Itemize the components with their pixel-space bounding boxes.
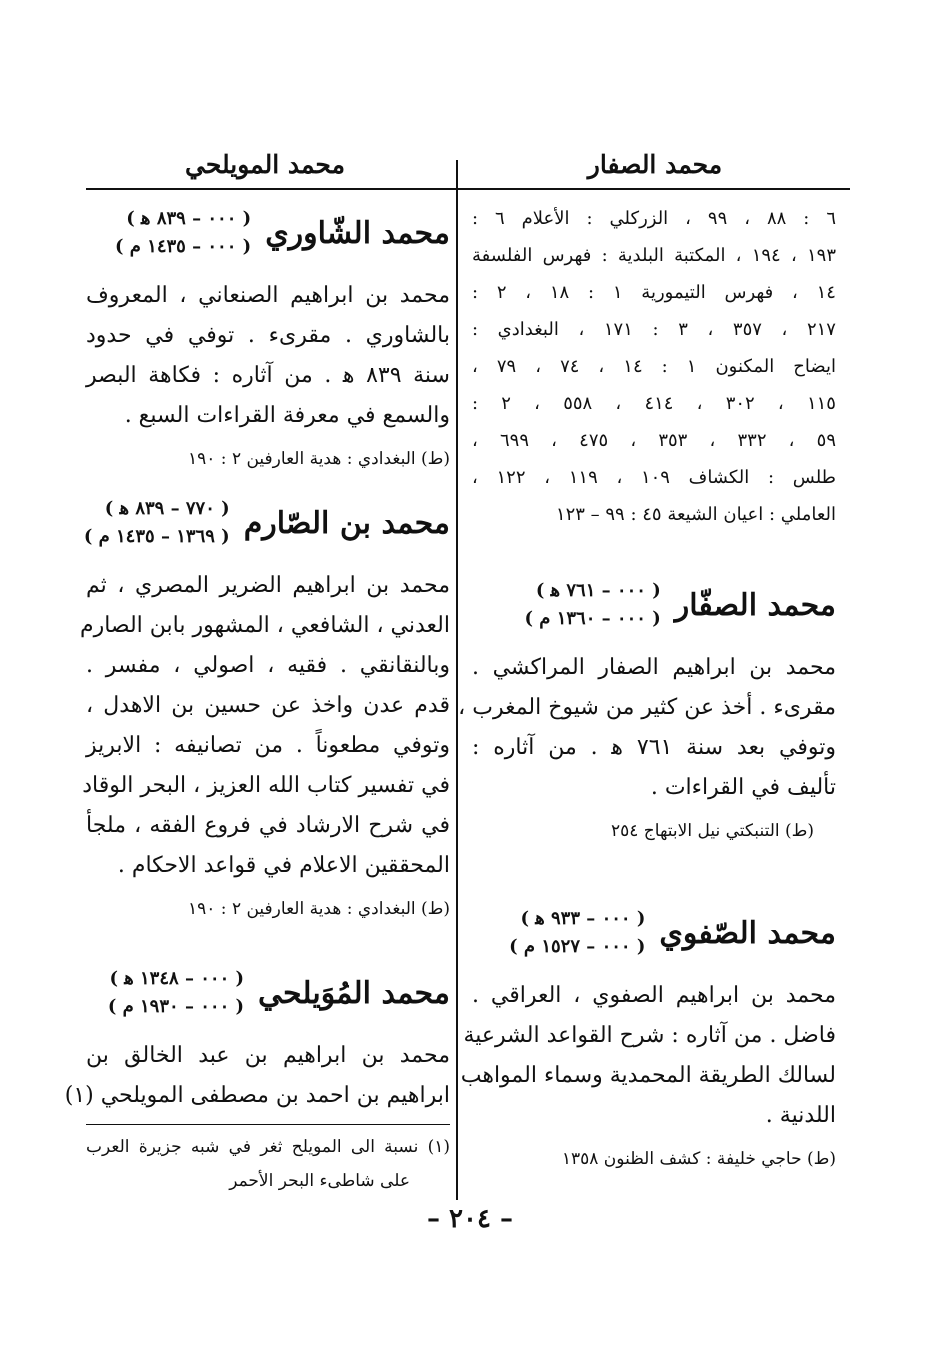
date-hijri: ( ٠٠٠ – ٩٣٣ ﻫ ) xyxy=(520,908,646,929)
entry-text-line: تأليف في القراءات . xyxy=(650,775,836,800)
column-divider xyxy=(456,160,458,1200)
entry-text-line: فاضل . من آثاره : شرح القواعد الشرعية xyxy=(463,1023,836,1048)
entry-name: محمد بن الصّارم xyxy=(243,505,450,541)
date-gregorian: ( ٠٠٠ – ١٤٣٥ م ) xyxy=(114,236,252,257)
citation-line: العاملي : اعيان الشيعة ٤٥ : ٩٩ – ١٢٣ xyxy=(555,504,836,525)
entry-saffar xyxy=(458,562,836,850)
date-hijri: ( ٠٠٠ – ٨٣٩ ﻫ ) xyxy=(126,208,252,229)
entry-text-line: في تفسير كتاب الله العزيز ، البحر الوقاد xyxy=(82,773,450,798)
date-gregorian: ( ٠٠٠ – ١٣٦٠ م ) xyxy=(524,608,661,629)
entry-heading xyxy=(86,190,450,276)
citation-line: ٥٩ ، ٣٣٢ ، ٣٥٣ ، ٤٧٥ ، ٦٩٩ ، xyxy=(472,430,837,451)
running-header-right: محمد الصفار xyxy=(587,150,723,179)
citation-line: ايضاح المكنون ١ : ١٤ ، ٧٤ ، ٧٩ ، xyxy=(472,356,836,377)
citation-line: ٦ : ٨٨ ، ٩٩ ، الزركلي : الأعلام ٦ : xyxy=(472,208,836,229)
entry-text-line: محمد بن ابراهيم بن عبد الخالق بن xyxy=(86,1043,450,1068)
running-header-left: محمد المويلحي xyxy=(185,150,345,179)
entry-dates xyxy=(84,495,230,551)
entry-ibn-al-sarim xyxy=(79,480,450,928)
entry-text-line: سنة ٨٣٩ ﻫ . من آثاره : فكاهة البصر xyxy=(86,363,450,388)
entry-text-line: محمد بن ابراهيم الصفوي ، العراقي . xyxy=(472,983,836,1008)
citation-line: ١١٥ ، ٣٠٢ ، ٤١٤ ، ٥٥٨ ، ٢ : xyxy=(472,393,836,414)
citation-line: ١٤ ، فهرس التيمورية ١ : ١٨ ، ٢ : xyxy=(472,282,836,303)
entry-text-line: اللدنية . xyxy=(765,1103,836,1128)
entry-text-line: وتوفي بعد سنة ٧٦١ ﻫ . من آثاره : xyxy=(472,735,836,760)
entry-heading xyxy=(86,950,450,1036)
entry-text-line: لسالك الطريقة المحمدية وسماء المواهب xyxy=(460,1063,836,1088)
entry-heading xyxy=(472,562,836,648)
entry-text-line: وتوفي مطعوناً . من تصانيفه : الابريز xyxy=(86,733,450,758)
entry-name: محمد الصفّار xyxy=(674,587,836,623)
entry-name: محمد الشّاوري xyxy=(265,215,450,251)
page-number: – ٢٠٤ – xyxy=(426,1204,514,1234)
date-hijri: ( ٠٠٠ – ٧٦١ ﻫ ) xyxy=(535,580,661,601)
entry-text-line: وبالنقانقي . فقيه ، اصولي ، مفسر . xyxy=(86,653,450,678)
entry-text-line: المحققين الاعلام في قواعد الاحكام . xyxy=(117,853,450,878)
entry-dates xyxy=(108,965,244,1021)
entry-dates xyxy=(509,905,645,961)
date-gregorian: ( ٠٠٠ – ١٩٣٠ م ) xyxy=(107,996,245,1017)
entry-text-line: محمد بن ابراهيم الضرير المصري ، ثم xyxy=(86,573,450,598)
entry-name: محمد المُوَيلحي xyxy=(258,975,450,1011)
footnote-line: (١) نسبة الى المويلح ثغر في شبه جزيرة العرب xyxy=(86,1137,450,1157)
entry-source: (ط) حاجي خليفة : كشف الظنون ١٣٥٨ xyxy=(561,1149,836,1169)
date-gregorian: ( ٠٠٠ – ١٥٢٧ م ) xyxy=(509,936,646,957)
footnote xyxy=(86,1130,450,1198)
entry-text-line: محمد بن ابراهيم الصنعاني ، المعروف xyxy=(86,283,450,308)
right-column xyxy=(472,200,836,533)
entry-dates xyxy=(525,577,661,633)
entry-text-line: ابراهيم بن احمد بن مصطفى المويلحي (١) xyxy=(64,1083,450,1108)
entry-muwailihi xyxy=(64,950,450,1116)
entry-source: (ط) البغدادي : هدية العارفين ٢ : ١٩٠ xyxy=(187,449,450,469)
entry-text-line: في شرح الارشاد في فروع الفقه ، ملجأ xyxy=(86,813,450,838)
footnote-rule xyxy=(86,1124,450,1125)
entry-source: (ط) التنبكتي نيل الابتهاج ٢٥٤ xyxy=(611,821,814,841)
entry-heading xyxy=(472,890,836,976)
entry-text-line: مقرىء . أخذ عن كثير من شيوخ المغرب ، xyxy=(458,695,836,720)
citation-line: ١٩٣ ، ١٩٤ ، المكتبة البلدية : فهرس الفلسفة xyxy=(472,245,836,266)
entry-text-line: محمد بن ابراهيم الصفار المراكشي . xyxy=(472,655,836,680)
citation-line: طلس : الكشاف ١٠٩ ، ١١٩ ، ١٢٢ ، xyxy=(472,467,836,488)
continued-citations xyxy=(472,200,836,533)
date-hijri: ( ٧٧٠ – ٨٣٩ ﻫ ) xyxy=(104,498,230,519)
citation-line: ٢١٧ ، ٣٥٧ ، ٣ : ١٧١ ، البغدادي : xyxy=(472,319,836,340)
entry-name: محمد الصّفوي xyxy=(659,915,836,951)
entry-source: (ط) البغدادي : هدية العارفين ٢ : ١٩٠ xyxy=(187,899,450,919)
entry-dates xyxy=(115,205,251,261)
entry-safawi xyxy=(460,890,836,1178)
footnote-line: على شاطىء البحر الأحمر xyxy=(229,1171,410,1191)
date-gregorian: ( ١٣٦٩ – ١٤٣٥ م ) xyxy=(83,526,230,547)
entry-text-line: العدني ، الشافعي ، المشهور بابن الصارم xyxy=(79,613,450,638)
entry-text-line: بالشاوري . مقرىء . توفي في حدود xyxy=(86,323,450,348)
entry-text-line: والسمع في معرفة القراءات السبع . xyxy=(124,403,450,428)
entry-heading xyxy=(83,480,450,566)
entry-text-line: قدم عدن واخذ عن حسين بن الاهدل ، xyxy=(86,693,450,718)
entry-shawiri xyxy=(86,190,450,478)
date-hijri: ( ٠٠٠ – ١٣٤٨ ﻫ ) xyxy=(109,968,245,989)
